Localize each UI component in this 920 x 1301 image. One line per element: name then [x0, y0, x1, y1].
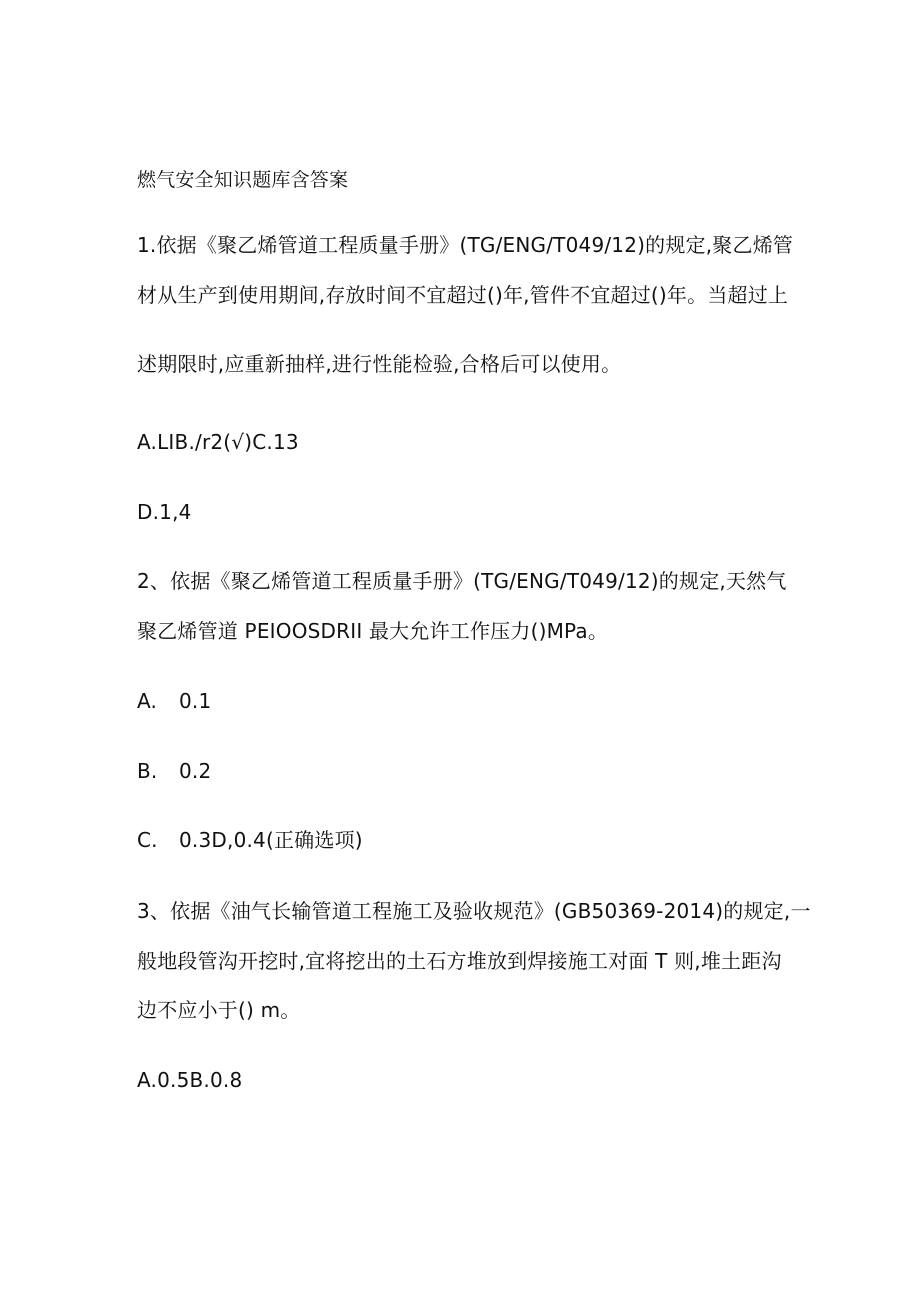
- question-2-line-2: 聚乙烯管道 PEIOOSDRII 最大允许工作压力()MPa。: [137, 619, 609, 643]
- question-2-option-b: [137, 757, 797, 785]
- question-2-option-cd: [137, 826, 797, 854]
- option-text: 0.3D,0.4(正确选项): [179, 828, 363, 852]
- question-1-option-d: D.1,4: [137, 500, 192, 524]
- question-1-line-3: 述期限时,应重新抽样,进行性能检验,合格后可以使用。: [137, 352, 622, 376]
- question-3-line-1: 3、依据《油气长输管道工程施工及验收规范》(GB50369-2014)的规定,一: [137, 899, 811, 923]
- option-label: B.: [137, 759, 158, 783]
- option-label: A.: [137, 689, 158, 713]
- question-1-option-abc: A.LIB./r2(√)C.13: [137, 430, 299, 454]
- question-3-line-2: 般地段管沟开挖时,宜将挖出的土石方堆放到焊接施工对面 T 则,堆土距沟: [137, 949, 782, 973]
- question-1-line-1: 1.依据《聚乙烯管道工程质量手册》(TG/ENG/T049/12)的规定,聚乙烯管: [137, 233, 794, 257]
- question-1-line-2: 材从生产到使用期间,存放时间不宜超过()年,管件不宜超过()年。当超过上: [137, 283, 789, 307]
- question-3-line-3: 边不应小于() m。: [137, 998, 301, 1022]
- option-text: 0.2: [179, 759, 212, 783]
- option-text: 0.1: [179, 689, 212, 713]
- question-2-line-1: 2、依据《聚乙烯管道工程质量手册》(TG/ENG/T049/12)的规定,天然气: [137, 569, 787, 593]
- question-2-option-a: [137, 687, 797, 715]
- option-label: C.: [137, 828, 158, 852]
- question-3-option-ab: A.0.5B.0.8: [137, 1068, 243, 1092]
- document-title: 燃气安全知识题库含答案: [137, 169, 349, 191]
